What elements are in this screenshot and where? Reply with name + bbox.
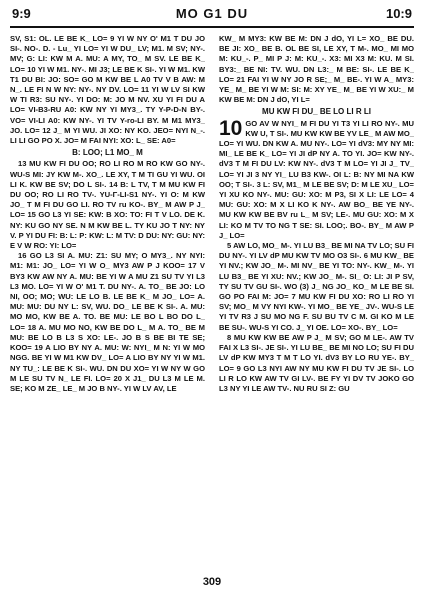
- paragraph-with-dropcap: [219, 116, 414, 241]
- book-title: MO G1 DU: [175, 6, 249, 21]
- paragraph: 5 AW LO, MO_ M-. YI LU B3_ BE MI NA TV LO; SU FI DU NY-. YI LV dP MU KW TV MO O3 SI-. 6 MU KW_ BE YI NV.; KW JO_ M-. MI NV_ BE YI TO: NY-. KW_ M-. YI LU B3_ BE YI XU: NV.; KW JO_ M-. SI_ O: LI: JI P SV, TY SU TV GU SI-. WO (3) J_ NG JO_ KO_ M LE BE SI. GO PO FAI M: JO= 7 MU KW FI DU XO: RO LI RO YI SV; MO_ M VY NYI KW-. YI MO_ BE YE_ JV-. WU-S LE YI TV R3 J SU MO NG F. SU BU TV C M. GI KO M LE BE SU-. WU-S YI CO. J_ YI OE. LO= XO-. BY_ LO=: [219, 241, 414, 332]
- paragraph: 16 GO L3 SI A. MU: Z1: SU MY; O MY3_. NY NYI: M1: M1: JO_ LO= YI W O_ MY3 AW P J KOO= 17 V BY3 KW AW NY A. MU: BE YI W A MU Z1 SU TV YI L3 L3 MO. LO= YI W O' M1 T. DU NY-. A. TO_ BE JO: LO NI, OO; MO; WU: LE LO B. LE BE K_ M JO_ LO= A. MU: MU: DU NY L: SV, WU. DO_ LE BE K SI-. A. MU: MO MO, KW BE A. TO. BE MU: LE BO L BO DO L_ LO= 18 A. MU MO NO, KW BE DO L_ M A. TO_ BE M MU: BE LO B L3 S XO: LE-. JO B S BE BI TE SE; KOO= 19 A LIO BY NY A. MU: W: NYI_ M N: YI W MO NGG. BE YI W M1 KW DV_ LO= A LIO BY NY YI W M1. NY TU_: LE BE K SI-. WU. DN DU XO= YI W NY W GO M LE SU TV N_ LE FI. LO= 20 X J1_ DU L3 M LE M. SE; KO M ZE_ LE_ M JO B NY-. YI W LV AV, LE: [10, 251, 205, 393]
- left-column: [10, 34, 205, 568]
- chapter-verse-start: 9:9: [12, 6, 31, 21]
- section-heading: B: LOO; L1 MO_ M: [72, 148, 143, 158]
- section-heading: MU KW FI DU_ BE LO LI R LI: [262, 107, 371, 117]
- header-rule: [10, 26, 414, 28]
- paragraph: 8 MU KW KW BE AW P J_ M SV; GO M LE-. AW TV FAI X L3 SI-. JE SI-. YI LU BE_ BE MI NO LO; SU FI DU LV dP KW MY3 T M T LO YI. dV3 BY LO RU YE-. BY_ LO= 9 GO L3 NYI AW NY MU KW FI DU TV JE SI-. LO LI R LO KW AW TV GI LV-. BE FY YI DV TV JOKO GO L3 NY YI LE AW TV-. NU RU SI Z: GU: [219, 332, 414, 393]
- page-number: 309: [202, 576, 222, 588]
- right-column: [219, 34, 414, 568]
- chapter-number-dropcap: 10: [219, 116, 243, 140]
- chapter-verse-end: 10:9: [385, 6, 412, 21]
- running-header: [10, 4, 414, 24]
- paragraph: SV, S1: OL. LE BE K_ LO= 9 YI W NY O' M1 T DU JO SI-. NO-. D. - Lu_ YI LO= YI W DU_ LV; M1. M SV; NY-. MV; G: LI: KW M A. MU: A MY, TO_ M SV. LE BE K_ LO= 10 YI W M1. NY-. MI J3; LE BE K SI-. YI W M1. KW T1 DU BI: JO: SO= GO M KW BE L A0 TV V B AW: M N_. LE FI N W NY: NY-. NY DV. LO= 11 YI W LV SI KW W TI R3: SU NY-. YI DO: M: JO M NV. XU YI FI DU A LO= VI-B3-RU A0: KW NY YI MY3_. TY Y-P-D-N BY-. VO= VI-LI A0: KW NY-. YI TV Y-ro-LI BY. M M1 MY3_ JO. LO= 12 J_ M YI WU. JI XO: NY KO. JEO= NYI N_-. LI LI GO PO X. JO= M FAI NYI: XO: L_ SE: A0=: [10, 34, 205, 146]
- paragraph: KW_ M MY3: KW BE M: DN J dO, YI L= XO_ BE DU. BE JI: XO_ BE B. OL BE SI, LE XY, T M-. MO_ MI MO M: KU_-. P_ MI P J: M: KU_-. X3: MI X3 M: KU. M SI. BY3:_ BE NI: TV. WU. DN L3:_ M BE: SI-. LE BE K_ LO= 21 FAI YI W NY JO R SE;_ M_ BE-. YI W A_ MY3: YE_ M_ BE YI W M: SI: M: XY YE_ M_ BE YI W XU:_ M KW BE M: DN J dO, YI L=: [219, 34, 414, 105]
- paragraph: 13 MU KW FI DU OO; RO LI RO M RO KW GO NY-. WU-S MI: JY KW M-. XO_. LE XY, T M TI GU YI WU. OI LI K. KW BE SV; DO L SI-. 14 B: L TV, T M MU KW FI DU OO; RO LI RO TV-. YU-Γ-LI-S1 NY-. YI O: M KW JO_ T M FI DU GO LI. RO TV ru KO-. BY_ M AW P J_ LO= 15 GO L3 YI SE: KW: B XO: TO: FI T V LO. DE K. NY: KU GO NY SE. N M KW BE L. TY KU JO T NY: NY V. P YI DU FI: B: L: P: KW: L: M TV: D DU: NY: GU: NY: E V W RO: YI: LO=: [10, 159, 205, 251]
- paragraph-text: GO AV W NYI_ M FI DU YI T3 YI LI RO NY-. MU KW U, T SI-. MU KW KW BE YV LE_ M AW MO_ LO= YI WU. DN KW A. MU NY-. LO= YI dV3: MY NY MI: MI_ LE BE K_ LO= YI JI dP NY A. TO YI. JO= KW NY-. dV3 T M FI DU LV: KW NY-. dV3 T M LO= YI JI J_ TV_ LO= YI JI 3 NY YI_ LU B3 KW-. OI L: B: NY MI NA KW OO; T SI-. 3 L: SV, M1_ M LE BE SV; D: M LE XU_ LO= YI XU KO NY-. MU: GU: XO: M P3, SI X LI: LE LO= 4 MU: GU: XO: M X LI KO K NY-. AW BO_ BE YE NY-. MU KW KW BE BV ru L_ M SV; LE-. MU GU: XO: M X LI: KO M TV TO NG T SE: SI. LOO;. BO-. BY_ M AW P J_ LO=: [219, 118, 414, 240]
